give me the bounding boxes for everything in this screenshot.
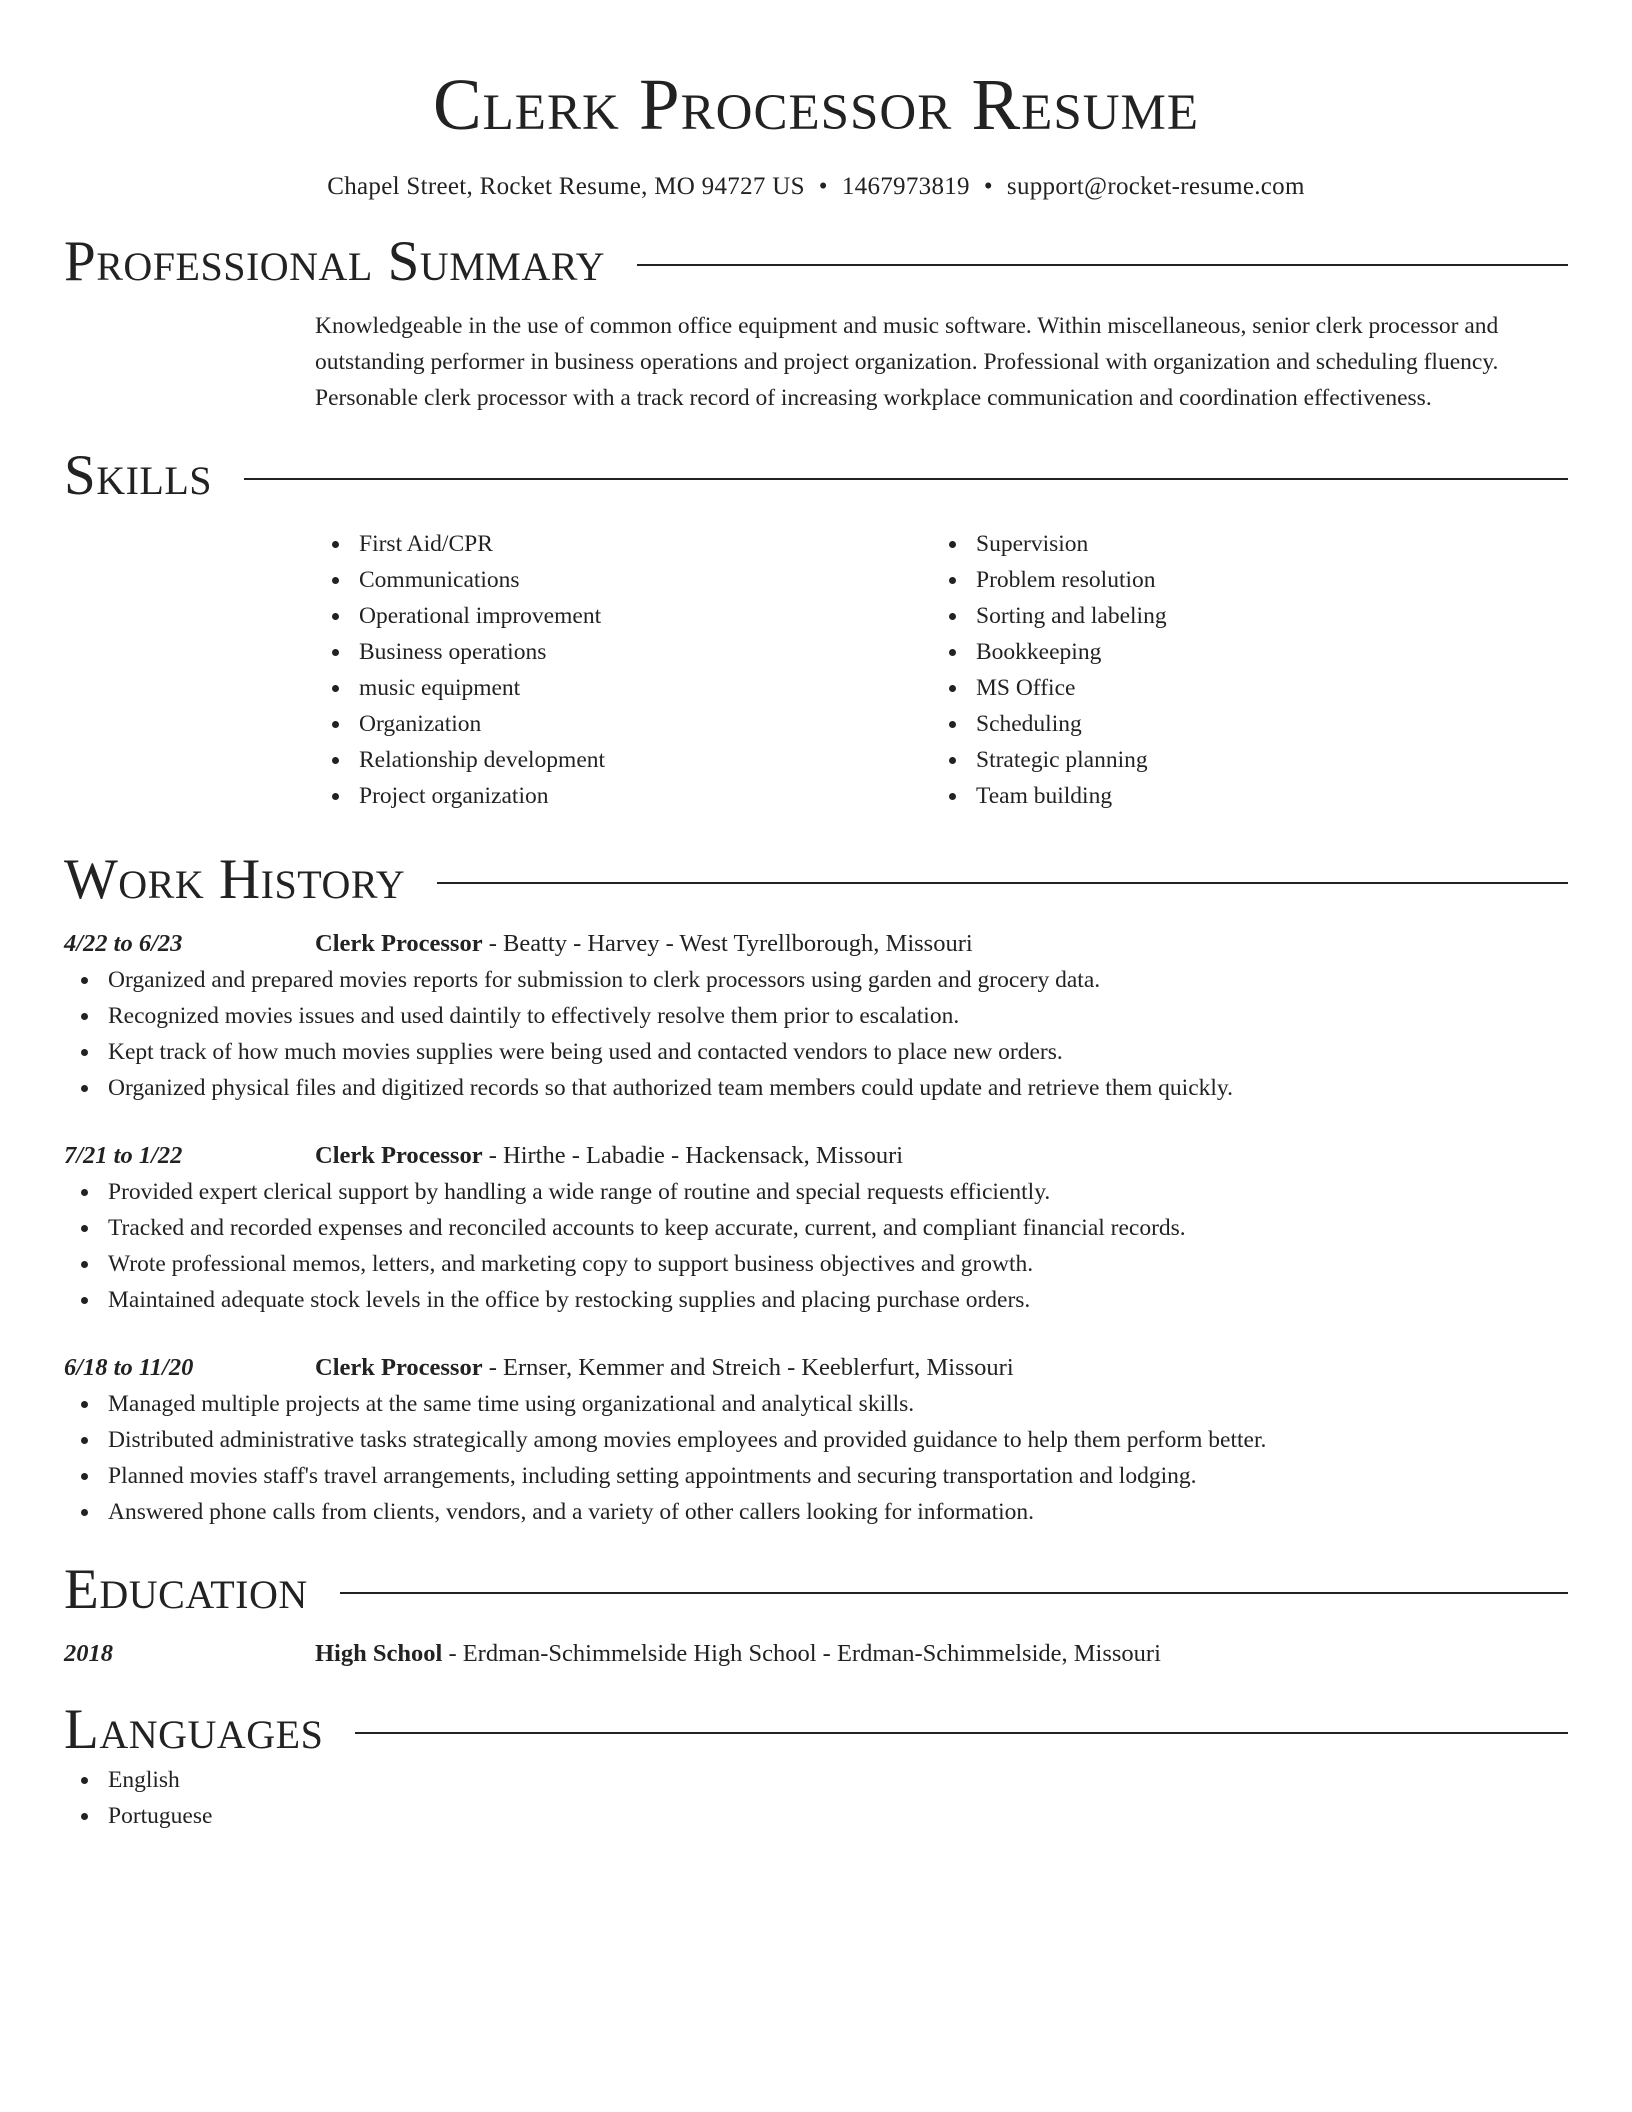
job-title-line bbox=[315, 926, 973, 962]
skill-item: MS Office bbox=[932, 670, 1549, 706]
section-divider bbox=[437, 882, 1568, 884]
job-duties bbox=[64, 1386, 1568, 1530]
bullet-icon bbox=[949, 793, 956, 800]
work-heading: Work History bbox=[64, 848, 406, 911]
bullet-icon bbox=[81, 1437, 88, 1444]
job-dates: 7/21 to 1/22 bbox=[64, 1142, 183, 1169]
list-item: Portuguese bbox=[64, 1798, 1568, 1834]
summary-heading: Professional Summary bbox=[64, 230, 606, 293]
education-heading: Education bbox=[64, 1558, 308, 1621]
bullet-icon bbox=[81, 1013, 88, 1020]
address: Chapel Street, Rocket Resume, MO 94727 US bbox=[327, 173, 805, 200]
email-link[interactable]: support@rocket-resume.com bbox=[1006, 173, 1305, 200]
bullet-icon bbox=[81, 1049, 88, 1056]
summary-text: Knowledgeable in the use of common office equipment and music software. Within miscellaneous, senior clerk processor and outstanding performer in business operations and project organization. Professional with organization and scheduling fluency. Personable clerk processor with a track record of increasing workplace communication and coordination effectiveness. bbox=[315, 313, 1499, 411]
skill-item: Problem resolution bbox=[932, 562, 1549, 598]
bullet-icon bbox=[949, 757, 956, 764]
skill-item: Business operations bbox=[315, 634, 932, 670]
list-item: Maintained adequate stock levels in the office by restocking supplies and placing purchase orders. bbox=[64, 1282, 1568, 1318]
contact-separator: • bbox=[818, 173, 828, 200]
list-item: Answered phone calls from clients, vendors, and a variety of other callers looking for information. bbox=[64, 1494, 1568, 1530]
job-role: Clerk Processor bbox=[315, 1142, 483, 1169]
skills-column-right bbox=[932, 526, 1549, 814]
list-item: English bbox=[64, 1762, 1568, 1798]
bullet-icon bbox=[81, 1297, 88, 1304]
languages-section-header bbox=[64, 1698, 1568, 1762]
education-year: 2018 bbox=[64, 1640, 113, 1667]
bullet-icon bbox=[81, 977, 88, 984]
bullet-icon bbox=[949, 721, 956, 728]
bullet-icon bbox=[949, 613, 956, 620]
bullet-icon bbox=[332, 685, 339, 692]
job-duties bbox=[64, 1174, 1568, 1318]
skills-heading: Skills bbox=[64, 444, 213, 507]
bullet-icon bbox=[949, 649, 956, 656]
bullet-icon bbox=[332, 757, 339, 764]
resume-title: Clerk Processor Resume bbox=[432, 64, 1200, 145]
list-item: Wrote professional memos, letters, and marketing copy to support business objectives and growth. bbox=[64, 1246, 1568, 1282]
job-employer: - Hirthe - Labadie - Hackensack, Missouri bbox=[482, 1142, 904, 1169]
skill-item: Project organization bbox=[315, 778, 932, 814]
job-title-line bbox=[315, 1138, 903, 1174]
bullet-icon bbox=[81, 1189, 88, 1196]
skill-item: Bookkeeping bbox=[932, 634, 1549, 670]
bullet-icon bbox=[81, 1225, 88, 1232]
skill-item: First Aid/CPR bbox=[315, 526, 932, 562]
bullet-icon bbox=[949, 541, 956, 548]
skill-item: Communications bbox=[315, 562, 932, 598]
job-dates: 6/18 to 11/20 bbox=[64, 1354, 194, 1381]
bullet-icon bbox=[332, 721, 339, 728]
bullet-icon bbox=[81, 1401, 88, 1408]
skill-item: Operational improvement bbox=[315, 598, 932, 634]
list-item: Distributed administrative tasks strategically among movies employees and provided guidance to help them perform better. bbox=[64, 1422, 1568, 1458]
bullet-icon bbox=[949, 577, 956, 584]
languages-heading: Languages bbox=[64, 1698, 324, 1761]
job-entry bbox=[64, 926, 1568, 1106]
job-dates: 4/22 to 6/23 bbox=[64, 930, 183, 957]
skill-item: Organization bbox=[315, 706, 932, 742]
skill-item: Team building bbox=[932, 778, 1549, 814]
list-item: Recognized movies issues and used daintily to effectively resolve them prior to escalation. bbox=[64, 998, 1568, 1034]
resume-page bbox=[64, 0, 1568, 1834]
list-item: Tracked and recorded expenses and reconciled accounts to keep accurate, current, and compliant financial records. bbox=[64, 1210, 1568, 1246]
languages-list bbox=[64, 1762, 1568, 1834]
job-employer: - Beatty - Harvey - West Tyrellborough, Missouri bbox=[482, 930, 973, 957]
skills-list bbox=[315, 526, 1568, 814]
job-role: Clerk Processor bbox=[315, 930, 483, 957]
contact-separator: • bbox=[983, 173, 993, 200]
skill-item: Strategic planning bbox=[932, 742, 1549, 778]
list-item: Organized physical files and digitized records so that authorized team members could update and retrieve them quickly. bbox=[64, 1070, 1568, 1106]
education-entry bbox=[64, 1636, 1568, 1672]
job-entry bbox=[64, 1138, 1568, 1318]
bullet-icon bbox=[332, 541, 339, 548]
skill-item: Sorting and labeling bbox=[932, 598, 1549, 634]
skill-item: Supervision bbox=[932, 526, 1549, 562]
bullet-icon bbox=[81, 1813, 88, 1820]
job-employer: - Ernser, Kemmer and Streich - Keeblerfurt, Missouri bbox=[482, 1354, 1014, 1381]
bullet-icon bbox=[332, 793, 339, 800]
skills-section-header bbox=[64, 444, 1568, 508]
list-item: Kept track of how much movies supplies were being used and contacted vendors to place new orders. bbox=[64, 1034, 1568, 1070]
bullet-icon bbox=[332, 649, 339, 656]
education-section-header bbox=[64, 1558, 1568, 1622]
education-degree: High School bbox=[315, 1640, 443, 1667]
section-divider bbox=[340, 1592, 1568, 1594]
skill-item: Scheduling bbox=[932, 706, 1549, 742]
job-duties bbox=[64, 962, 1568, 1106]
section-divider bbox=[637, 264, 1568, 266]
job-entry bbox=[64, 1350, 1568, 1530]
education-school: - Erdman-Schimmelside High School - Erdman-Schimmelside, Missouri bbox=[442, 1640, 1161, 1667]
section-divider bbox=[355, 1732, 1568, 1734]
bullet-icon bbox=[81, 1509, 88, 1516]
skills-column-left bbox=[315, 526, 932, 814]
list-item: Provided expert clerical support by handling a wide range of routine and special requests efficiently. bbox=[64, 1174, 1568, 1210]
phone: 1467973819 bbox=[841, 173, 970, 200]
bullet-icon bbox=[81, 1261, 88, 1268]
contact-line bbox=[64, 170, 1568, 204]
list-item: Planned movies staff's travel arrangements, including setting appointments and securing transportation and lodging. bbox=[64, 1458, 1568, 1494]
bullet-icon bbox=[81, 1085, 88, 1092]
bullet-icon bbox=[949, 685, 956, 692]
section-divider bbox=[244, 478, 1568, 480]
bullet-icon bbox=[81, 1777, 88, 1784]
skill-item: music equipment bbox=[315, 670, 932, 706]
job-title-line bbox=[315, 1350, 1014, 1386]
bullet-icon bbox=[332, 613, 339, 620]
list-item: Organized and prepared movies reports for submission to clerk processors using garden and grocery data. bbox=[64, 962, 1568, 998]
job-role: Clerk Processor bbox=[315, 1354, 483, 1381]
bullet-icon bbox=[332, 577, 339, 584]
list-item: Managed multiple projects at the same time using organizational and analytical skills. bbox=[64, 1386, 1568, 1422]
education-line bbox=[315, 1636, 1161, 1672]
skill-item: Relationship development bbox=[315, 742, 932, 778]
summary-section-header bbox=[64, 230, 1568, 294]
bullet-icon bbox=[81, 1473, 88, 1480]
work-section-header bbox=[64, 848, 1568, 912]
